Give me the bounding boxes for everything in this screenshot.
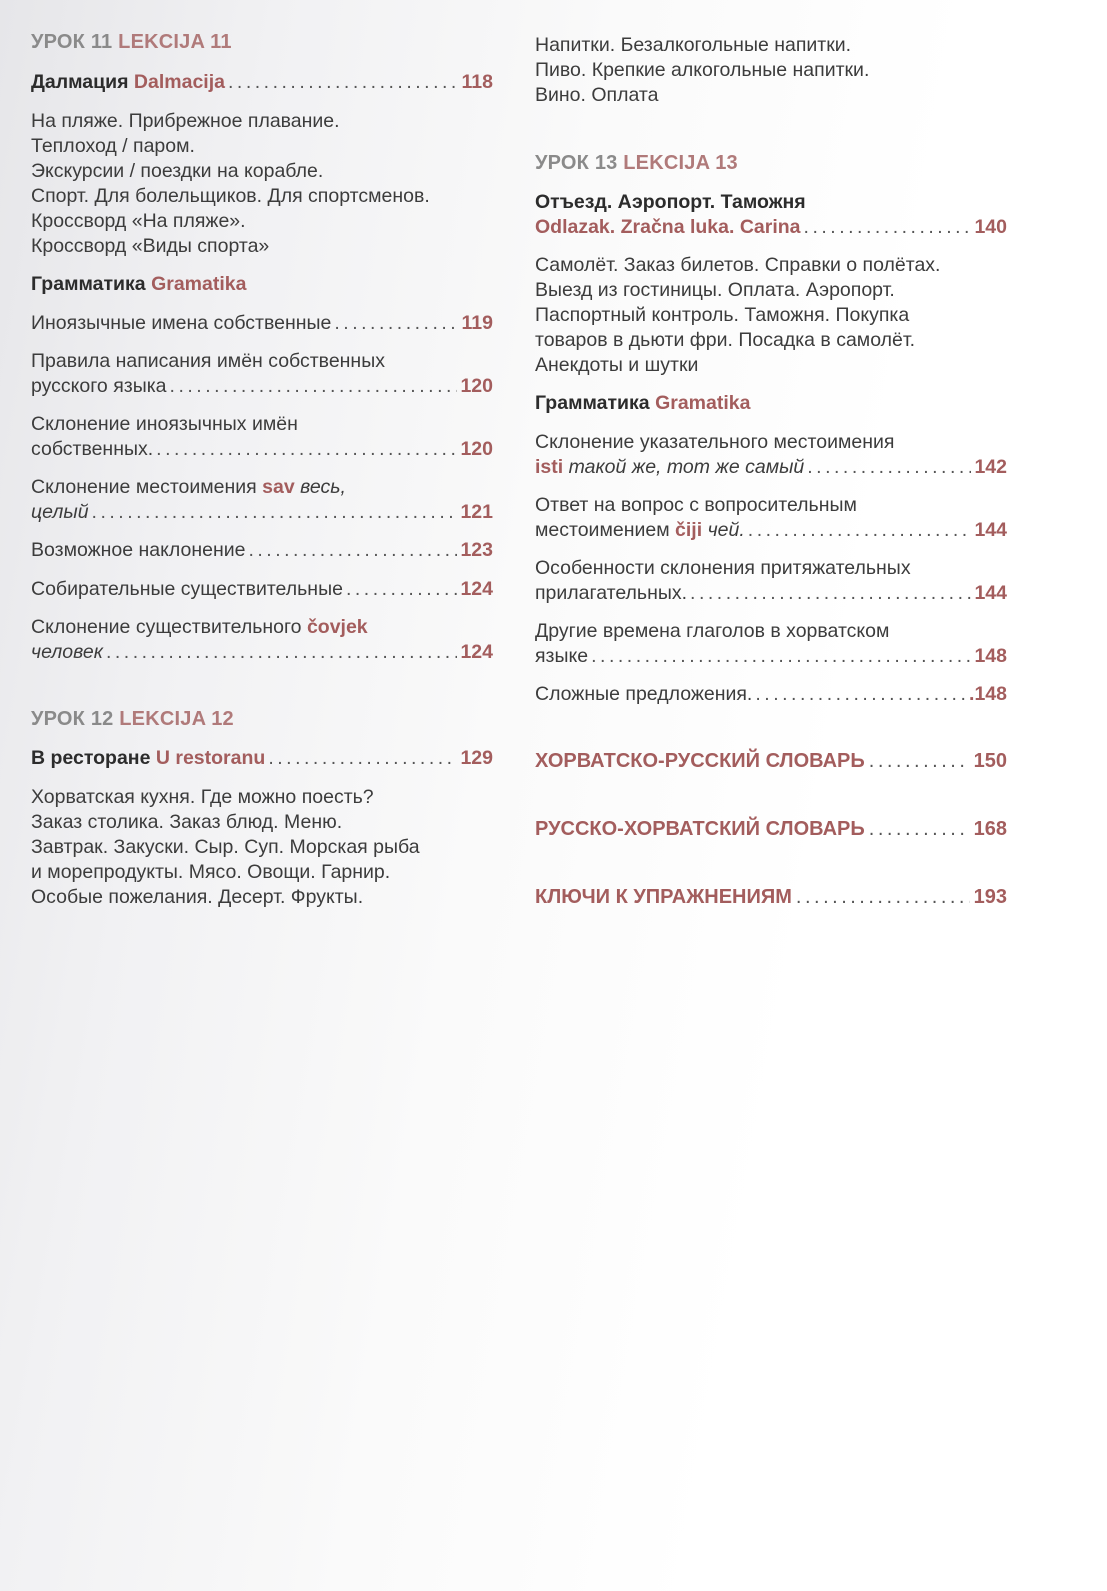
lesson-12-topic-line: Хорватская кухня. Где можно поесть? xyxy=(31,786,374,808)
toc-entry[interactable]: Иноязычные имена собственные ..... 119 xyxy=(31,311,493,336)
lesson-13-topic-line: Анекдоты и шутки xyxy=(535,354,699,376)
toc-entry[interactable]: isti такой же, тот же самый ..... 142 xyxy=(535,455,1007,480)
toc-entry-line1: Склонение местоимения sav весь, xyxy=(31,476,346,498)
lesson-11-topic-line: Спорт. Для болельщиков. Для спортсменов. xyxy=(31,185,430,207)
lesson-12-heading: УРОК 12 LEKCIJA 12 xyxy=(31,708,234,730)
lesson-11-topic-line: Теплоход / паром. xyxy=(31,135,195,157)
toc-entry[interactable]: собственных. ..... 120 xyxy=(31,437,493,462)
toc-entry[interactable]: Возможное наклонение ..... 123 xyxy=(31,538,493,563)
lesson-11-topic-line: Экскурсии / поездки на корабле. xyxy=(31,160,324,182)
toc-entry[interactable]: Собирательные существительные ..... 124 xyxy=(31,577,493,602)
lesson-11-topic-line: Кроссворд «На пляже». xyxy=(31,210,246,232)
lesson-12-topic-line: Завтрак. Закуски. Сыр. Суп. Морская рыба xyxy=(31,836,420,858)
lesson-12-topic-line: и морепродукты. Мясо. Овощи. Гарнир. xyxy=(31,861,391,883)
lesson-11-heading: УРОК 11 LEKCIJA 11 xyxy=(31,31,232,53)
appendix-entry-hr-ru-dictionary[interactable]: ХОРВАТСКО-РУССКИЙ СЛОВАРЬ ..... 150 xyxy=(535,750,1007,773)
lesson-12-continued-line: Вино. Оплата xyxy=(535,84,659,106)
toc-entry-line1: Особенности склонения притяжательных xyxy=(535,557,911,579)
toc-entry-line1: Склонение существительного čovjek xyxy=(31,616,368,638)
appendix-entry-answer-keys[interactable]: КЛЮЧИ К УПРАЖНЕНИЯМ ..... 193 xyxy=(535,886,1007,909)
toc-entry-line1: Ответ на вопрос с вопросительным xyxy=(535,494,857,516)
lesson-13-topic-ru: Отъезд. Аэропорт. Таможня xyxy=(535,191,806,213)
lesson-12-topic[interactable]: В ресторане U restoranu ..... 129 xyxy=(31,746,493,771)
lesson-12-topic-line: Особые пожелания. Десерт. Фрукты. xyxy=(31,886,364,908)
toc-entry-line1: Склонение указательного местоимения xyxy=(535,431,895,453)
toc-entry[interactable]: языке ..... 148 xyxy=(535,644,1007,669)
toc-entry[interactable]: целый ..... 121 xyxy=(31,500,493,525)
lesson-13-topic-line: Паспортный контроль. Таможня. Покупка xyxy=(535,304,910,326)
toc-entry-line1: Склонение иноязычных имён xyxy=(31,413,298,435)
toc-entry[interactable]: русского языка ..... 120 xyxy=(31,374,493,399)
lesson-13-grammar-heading: Грамматика Gramatika xyxy=(535,392,751,414)
lesson-13-topic[interactable]: Odlazak. Zračna luka. Carina ..... 140 xyxy=(535,215,1007,240)
lesson-11-topic-line: На пляже. Прибрежное плавание. xyxy=(31,110,340,132)
lesson-13-topic-line: Выезд из гостиницы. Оплата. Аэропорт. xyxy=(535,279,895,301)
lesson-11-grammar-heading: Грамматика Gramatika xyxy=(31,273,247,295)
lesson-13-topic-line: товаров в дьюти фри. Посадка в самолёт. xyxy=(535,329,916,351)
toc-entry[interactable]: Сложные предложения. ..... .148 xyxy=(535,682,1007,707)
lesson-12-continued-line: Напитки. Безалкогольные напитки. xyxy=(535,34,852,56)
lesson-12-continued-line: Пиво. Крепкие алкогольные напитки. xyxy=(535,59,870,81)
appendix-entry-ru-hr-dictionary[interactable]: РУССКО-ХОРВАТСКИЙ СЛОВАРЬ ..... 168 xyxy=(535,818,1007,841)
lesson-13-heading: УРОК 13 LEKCIJA 13 xyxy=(535,152,738,174)
toc-entry[interactable]: местоимением čiji чей. ..... 144 xyxy=(535,518,1007,543)
lesson-13-topic-line: Самолёт. Заказ билетов. Справки о полётах. xyxy=(535,254,941,276)
toc-entry[interactable]: человек ..... 124 xyxy=(31,640,493,665)
toc-entry-line1: Правила написания имён собственных xyxy=(31,350,385,372)
toc-entry[interactable]: прилагательных. ..... 144 xyxy=(535,581,1007,606)
lesson-11-topic[interactable]: Далмация Dalmacija ..... 118 xyxy=(31,70,493,95)
lesson-11-topic-line: Кроссворд «Виды спорта» xyxy=(31,235,270,257)
toc-entry-line1: Другие времена глаголов в хорватском xyxy=(535,620,890,642)
lesson-12-topic-line: Заказ столика. Заказ блюд. Меню. xyxy=(31,811,343,833)
